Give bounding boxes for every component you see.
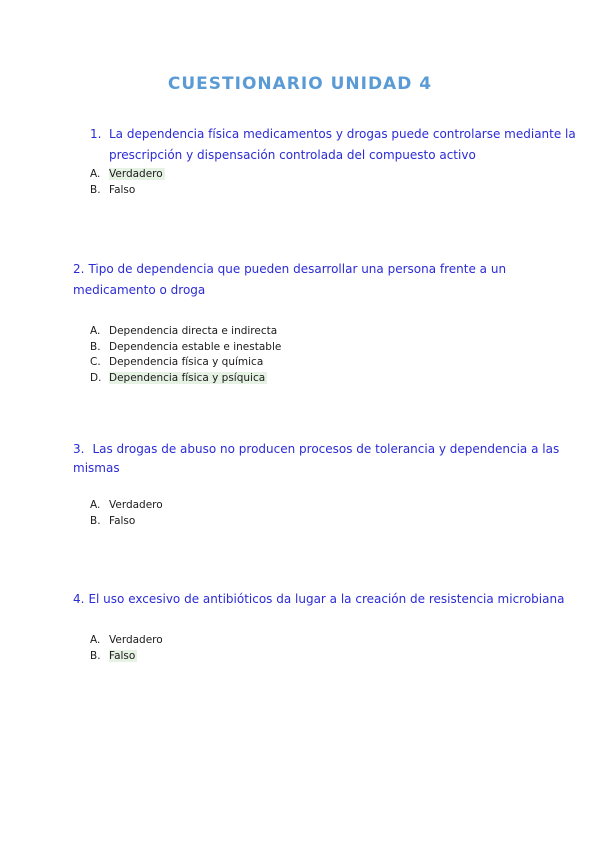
question-1	[90, 124, 576, 166]
question-number: 2.	[73, 262, 85, 276]
options-2	[90, 324, 283, 386]
question-2	[73, 259, 506, 301]
option[interactable]: B. Dependencia estable e inestable	[90, 340, 282, 353]
question-number: 3.	[73, 442, 85, 456]
option[interactable]: A. Verdadero	[90, 168, 163, 180]
option[interactable]: A. Verdadero	[90, 634, 163, 646]
options-3	[90, 498, 165, 529]
question-number: 4.	[73, 592, 85, 606]
options-1	[90, 167, 165, 198]
question-text-line: mismas	[73, 461, 120, 475]
question-text-line: Tipo de dependencia que pueden desarrollar una persona frente a un	[88, 262, 507, 276]
question-text-line: El uso excesivo de antibióticos da lugar a la creación de resistencia microbiana	[88, 592, 565, 606]
question-text-line: Las drogas de abuso no producen procesos de tolerancia y dependencia a las	[92, 442, 560, 456]
question-3	[73, 440, 559, 478]
option[interactable]: A. Verdadero	[90, 499, 163, 511]
options-4	[90, 633, 165, 664]
question-number: 1.	[90, 127, 102, 141]
page-title: CUESTIONARIO UNIDAD 4	[167, 74, 433, 94]
question-text-line: prescripción y dispensación controlada del compuesto activo	[109, 148, 476, 162]
question-4	[73, 589, 564, 610]
option[interactable]: D. Dependencia física y psíquica	[90, 371, 266, 384]
question-text-line: La dependencia física medicamentos y drogas puede controlarse mediante la	[109, 127, 576, 141]
option[interactable]: B. Falso	[90, 514, 136, 527]
option[interactable]: B. Falso	[90, 649, 136, 662]
option[interactable]: B. Falso	[90, 183, 136, 196]
option[interactable]: A. Dependencia directa e indirecta	[90, 325, 278, 337]
question-text-line: medicamento o droga	[73, 283, 206, 297]
option[interactable]: C. Dependencia física y química	[90, 356, 264, 368]
